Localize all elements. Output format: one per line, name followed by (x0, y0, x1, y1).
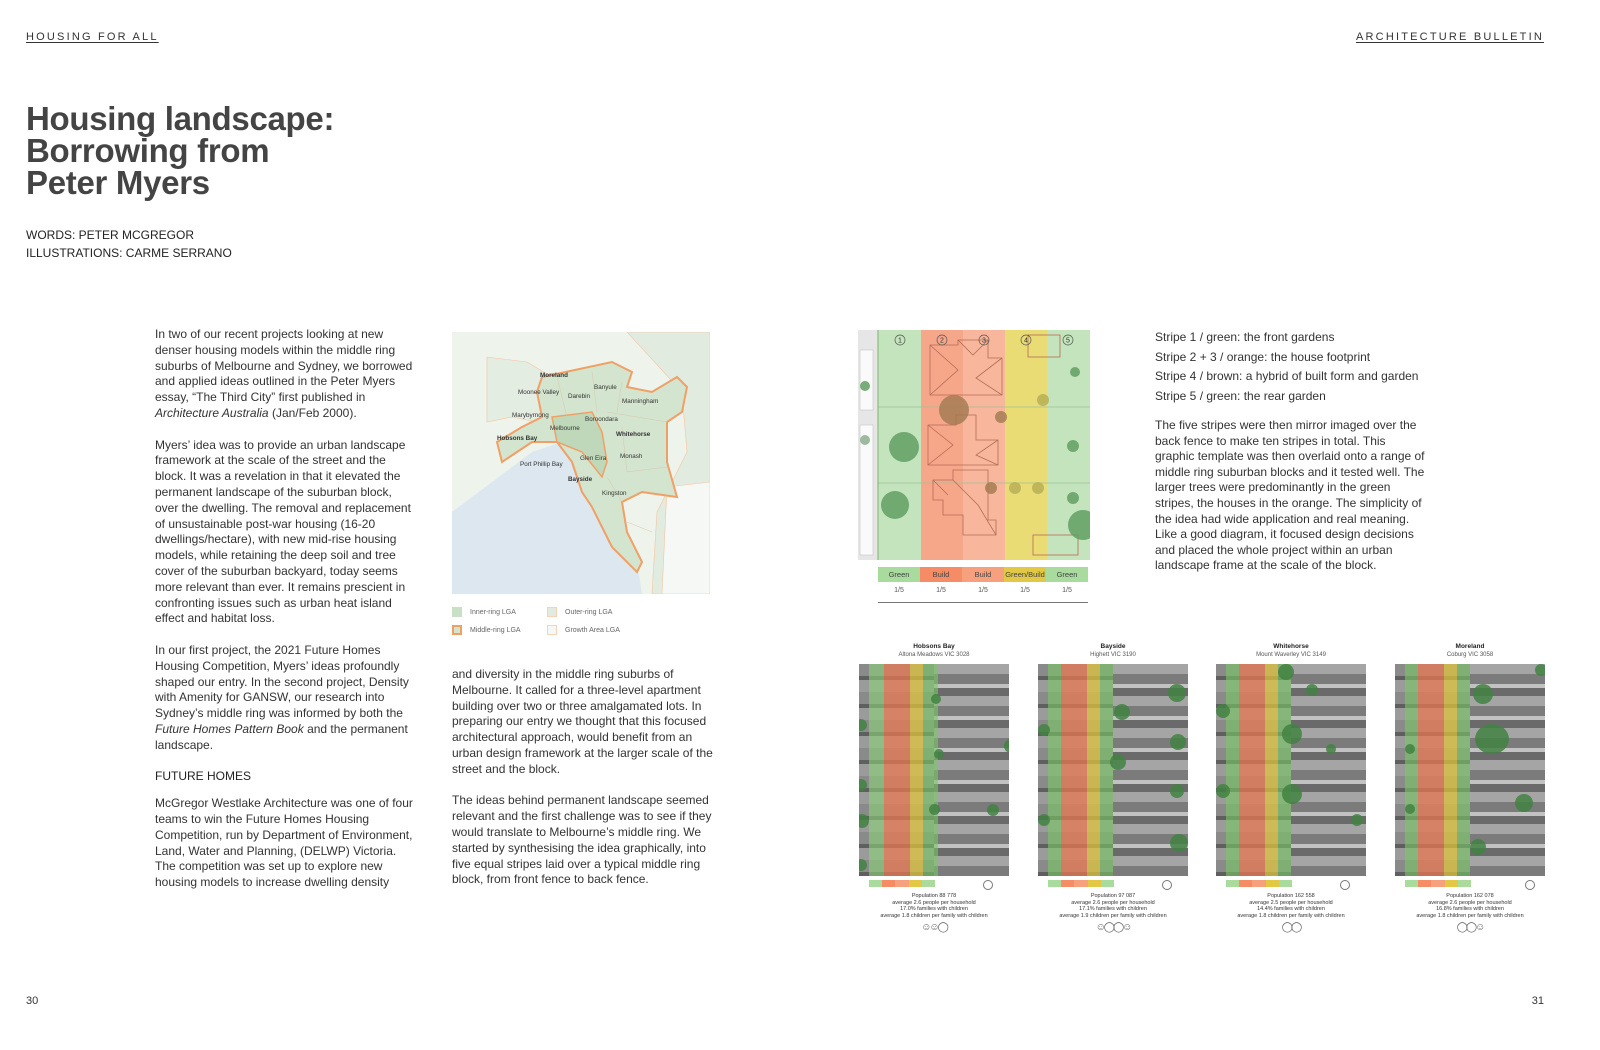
svg-text:Boroondara: Boroondara (585, 416, 618, 423)
stripe-explanation: The five stripes were then mirror imaged over the back fence to make ten stripes in total. This graphic template was then overlaid onto a range of middle ring suburban blocks and it tested well. The larger trees were predominantly in the green stripes, the houses in the orange. The simplicity of the idea had wide application and real meaning. Like a good diagram, it focused design decisions and placed the whole project within an urban landscape frame at the scale of the block. (1155, 418, 1425, 573)
stripe-fraction-4: 1/5 (1004, 585, 1046, 603)
publication-name: Architecture Australia (155, 405, 269, 420)
mini-stripe-bar (1048, 880, 1114, 887)
title-line-2: Borrowing from (26, 132, 270, 169)
svg-text:Hobsons Bay: Hobsons Bay (497, 435, 538, 442)
article-credits (26, 226, 232, 262)
svg-text:2: 2 (940, 337, 944, 345)
melbourne-lga-map (452, 332, 710, 594)
middle-ring-swatch (452, 625, 462, 635)
aerial-photo (859, 664, 1009, 876)
case-statistics: Population 162 558 average 2.5 people per household 14.4% families with children average 1.8 children per family with children (1237, 893, 1345, 919)
svg-text:Bayside: Bayside (568, 476, 593, 483)
paragraph-intro: In two of our recent projects looking at new denser housing models within the middle ring suburbs of Melbourne and Sydney, we borrowed and applied ideas outlined in the Peter Myers essay, “The Third City” first published in Architecture Australia (Jan/Feb 2000). (155, 327, 413, 420)
case-statistics: Population 162 078 average 2.6 people per household 16.8% families with children average 1.8 children per family with children (1416, 893, 1524, 919)
case-statistics: Population 97 087 average 2.6 people per household 17.1% families with children average 1.9 children per family with children (1059, 893, 1167, 919)
north-arrow-icon (1525, 880, 1535, 890)
legend-outer-ring: Outer-ring LGA (547, 607, 642, 617)
page-number-right: 31 (1531, 995, 1544, 1007)
svg-text:Darebin: Darebin (568, 393, 591, 400)
section-running-head: HOUSING FOR ALL (26, 31, 159, 43)
paragraph-permanent-landscape: The ideas behind permanent landscape seemed relevant and the first challenge was to see if they would translate to Melbourne’s middle ring. We started by synthesising the idea graphically, into five equal stripes laid over a typical middle ring block, from front fence to back fence. (452, 793, 712, 887)
stripe-fraction-3: 1/5 (962, 585, 1004, 603)
family-icon: ☺☺◯ (921, 922, 947, 934)
stripe-fraction-1: 1/5 (878, 585, 920, 603)
case-lga: Whitehorse (1273, 643, 1309, 650)
case-suburb: Coburg VIC 3058 (1446, 652, 1494, 658)
aerial-photo (1216, 664, 1366, 876)
page-number-left: 30 (26, 995, 39, 1007)
svg-text:5: 5 (1066, 337, 1070, 345)
stripe-label-2: Build (920, 567, 962, 582)
article-title (26, 100, 446, 201)
map-graphic (452, 332, 710, 594)
couple-icon: ◯◯ (1281, 922, 1301, 934)
svg-text:Kingston: Kingston (602, 490, 627, 497)
inner-ring-swatch (452, 607, 462, 617)
case-suburb: Highett VIC 3190 (1090, 652, 1136, 658)
pattern-book-name: Future Homes Pattern Book (155, 721, 304, 736)
body-column-1 (155, 327, 417, 891)
title-line-1: Housing landscape: (26, 100, 335, 137)
svg-text:Port Phillip Bay: Port Phillip Bay (520, 461, 563, 468)
stripe-legend-bar (878, 567, 1088, 582)
stripe-fraction-scale (878, 585, 1088, 603)
stripe-label-4: Green/Build (1004, 567, 1046, 582)
subheading-future-homes: FUTURE HOMES (155, 769, 251, 784)
title-line-3: Peter Myers (26, 164, 210, 201)
case-study-hobsons-bay (859, 643, 1009, 933)
stripe-diagram-graphic (858, 330, 1090, 560)
stripe-fraction-5: 1/5 (1046, 585, 1088, 603)
case-statistics: Population 88 778 average 2.6 people per household 17.0% families with children average 1.8 children per family with children (880, 893, 988, 919)
growth-area-swatch (547, 625, 557, 635)
mini-stripe-bar (1226, 880, 1292, 887)
paragraph-competition: McGregor Westlake Architecture was one of four teams to win the Future Homes Housing Competition, run by Department of Environment, Land, Water and Planning, (DELWP) Victoria. The competition was set up to explore new housing models to increase dwelling density (155, 796, 413, 890)
svg-text:3: 3 (982, 337, 986, 345)
words-credit: WORDS: PETER MCGREGOR (26, 228, 195, 242)
stripe-label-3: Build (962, 567, 1004, 582)
svg-text:Marybyrnong: Marybyrnong (512, 412, 549, 419)
legend-growth-area: Growth Area LGA (547, 625, 642, 635)
svg-text:1: 1 (898, 337, 902, 345)
svg-text:Whitehorse: Whitehorse (616, 431, 651, 438)
stripe-definition-3: Stripe 4 / brown: a hybrid of built form and garden (1155, 369, 1419, 383)
publication-running-head: ARCHITECTURE BULLETIN (1356, 31, 1544, 43)
case-lga: Hobsons Bay (913, 643, 955, 650)
stripe-definition-2: Stripe 2 + 3 / orange: the house footprint (1155, 349, 1371, 364)
map-legend (452, 603, 712, 639)
stripe-definitions (1155, 328, 1418, 406)
svg-text:Moreland: Moreland (540, 372, 568, 379)
legend-middle-ring: Middle-ring LGA (452, 625, 547, 635)
svg-text:Glen Eira: Glen Eira (580, 455, 607, 462)
case-suburb: Altona Meadows VIC 3028 (898, 652, 970, 658)
north-arrow-icon (1162, 880, 1172, 890)
case-study-bayside (1038, 643, 1188, 933)
stripe-label-5: Green (1046, 567, 1088, 582)
paragraph-myers-idea: Myers’ idea was to provide an urban landscape framework at the scale of the street and the block. It was a revelation in that it elevated the permanent landscape of the suburban block, over the dwelling. The removal and replacement of unsustainable post-war housing (16-20 dwellings/hectare), with new mid-rise housing models, while retaining the deep soil and tree cover of the suburban backyard, today seems more relevant than ever. It remains prescient in confronting issues such as urban heat island effect and habitat loss. (155, 437, 411, 626)
north-arrow-icon (1340, 880, 1350, 890)
case-lga: Bayside (1100, 643, 1126, 650)
stripe-definition-1: Stripe 1 / green: the front gardens (1155, 330, 1335, 344)
stripe-block-diagram (858, 330, 1090, 560)
aerial-photo (1395, 664, 1545, 876)
svg-text:Manningham: Manningham (622, 398, 659, 405)
paragraph-diversity: and diversity in the middle ring suburbs of Melbourne. It called for a three-level apartment building over two or three amalgamated lots. In preparing our entry we thought that this focused architectural approach, would benefit from an urban design framework at the larger scale of the street and the block. (452, 667, 713, 776)
svg-text:Moonee Valley: Moonee Valley (518, 389, 560, 396)
family-icon: ◯◯☺ (1456, 922, 1484, 934)
family-icon: ☺◯◯☺ (1095, 922, 1131, 934)
stripe-label-1: Green (878, 567, 920, 582)
case-study-moreland (1395, 643, 1545, 933)
mini-stripe-bar (869, 880, 935, 887)
illustrations-credit: ILLUSTRATIONS: CARME SERRANO (26, 246, 232, 260)
north-arrow-icon (983, 880, 993, 890)
mini-stripe-bar (1405, 880, 1471, 887)
body-column-2 (452, 667, 720, 888)
legend-inner-ring: Inner-ring LGA (452, 607, 547, 617)
svg-text:Melbourne: Melbourne (550, 425, 580, 432)
stripe-fraction-2: 1/5 (920, 585, 962, 603)
case-suburb: Mount Waverley VIC 3149 (1256, 652, 1326, 658)
svg-text:Banyule: Banyule (594, 384, 617, 391)
case-lga: Moreland (1455, 643, 1485, 650)
case-study-whitehorse (1216, 643, 1366, 933)
aerial-photo (1038, 664, 1188, 876)
paragraph-projects: In our first project, the 2021 Future Homes Housing Competition, Myers’ ideas profoundly shaped our entry. In the second project, Density with Amenity for GANSW, our research into Sydney’s middle ring was informed by both the Future Homes Pattern Book and the permanent landscape. (155, 642, 409, 752)
svg-text:4: 4 (1024, 337, 1028, 345)
outer-ring-swatch (547, 607, 557, 617)
svg-text:Monash: Monash (620, 453, 643, 460)
stripe-definition-4: Stripe 5 / green: the rear garden (1155, 388, 1326, 403)
